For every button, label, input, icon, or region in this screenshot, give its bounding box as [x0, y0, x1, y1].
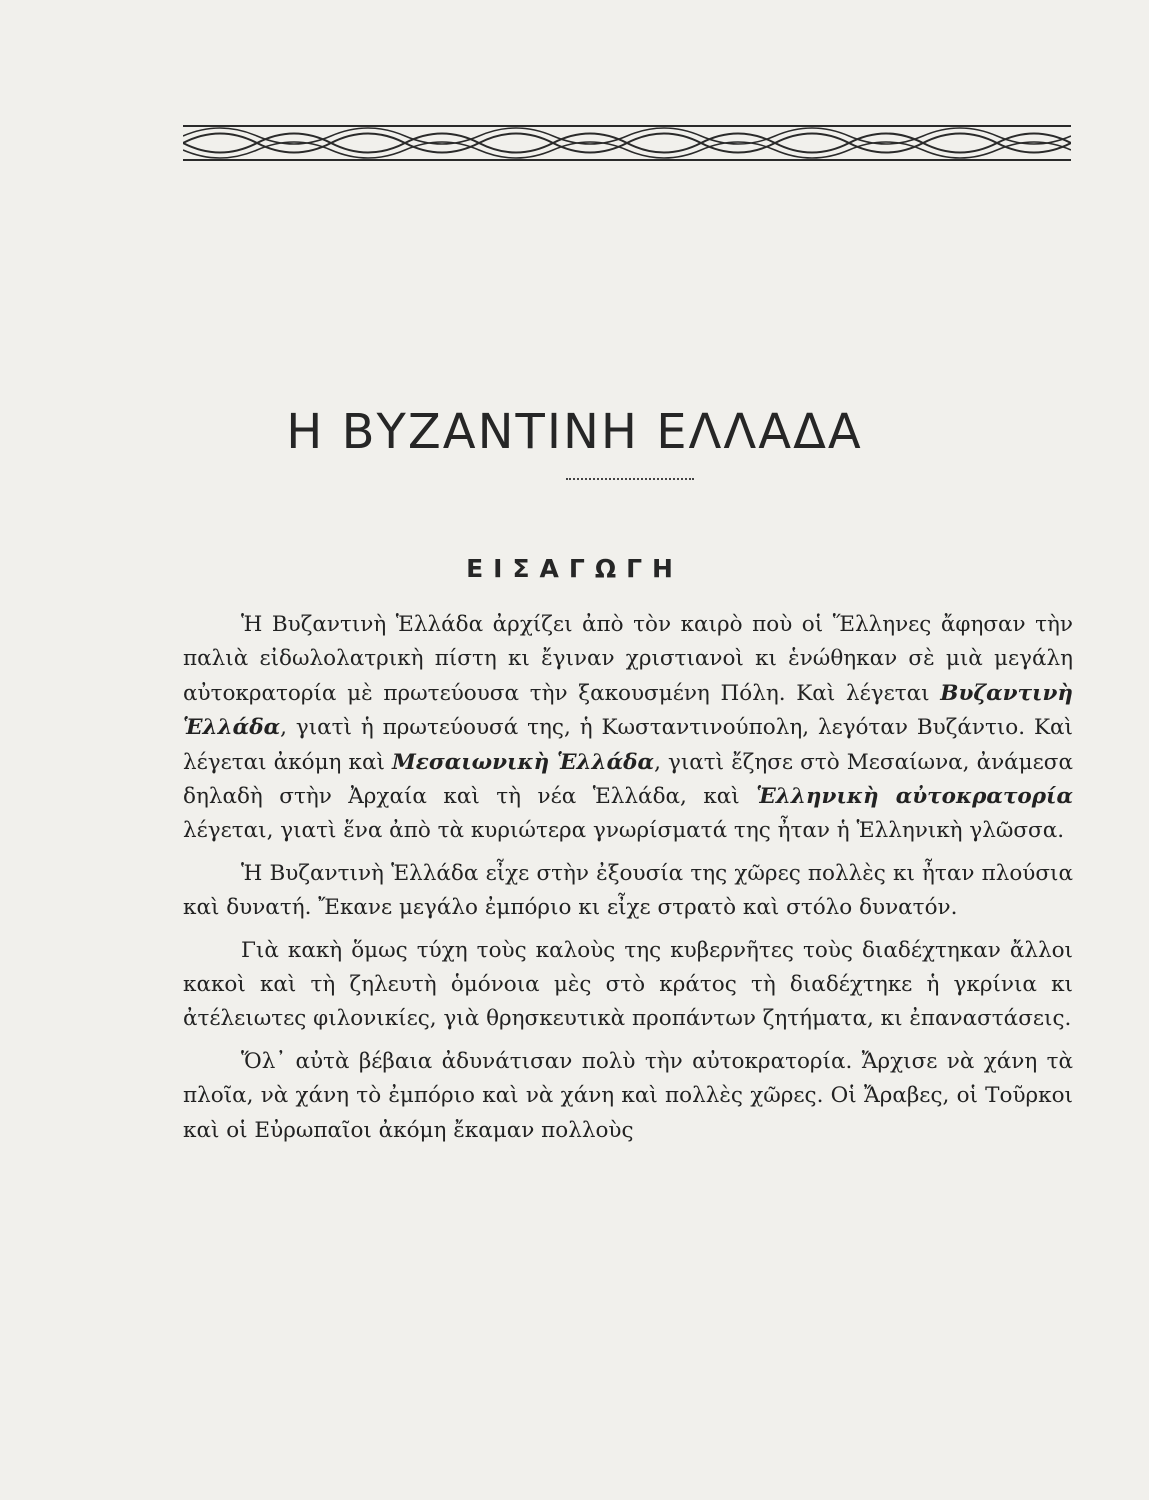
text-run: Ἡ Βυζαντινὴ Ἑλλάδα ἀρχίζει ἀπὸ τὸν καιρὸ ποὺ οἱ Ἕλληνες ἄφησαν τὴν παλιὰ εἰδωλολατρικὴ πίστη κι ἔγιναν χριστιανοὶ κι ἑνώθηκαν σὲ μιὰ μεγάλη αὐτοκρατορία μὲ πρωτεύουσα τὴν ξακουσμένη Πόλη. Καὶ λέγεται: [183, 612, 1073, 706]
paragraph: Ὅλ᾽ αὐτὰ βέβαια ἀδυνάτισαν πολὺ τὴν αὐτοκρατορία. Ἄρχισε νὰ χάνη τὰ πλοῖα, νὰ χάνη τὸ ἐμπόριο καὶ νὰ χάνη καὶ πολλὲς χῶρες. Οἱ Ἄραβες, οἱ Τοῦρκοι καὶ οἱ Εὐρωπαῖοι ἀκόμη ἔκαμαν πολλοὺς: [183, 1048, 1073, 1143]
text-run: , γιατὶ ἔζησε στὸ Μεσαίωνα, ἀνάμεσα δηλαδὴ στὴν Ἀρχαία καὶ τὴ νέα Ἑλλάδα, καὶ: [183, 749, 1073, 810]
chapter-heading: ΕΙΣΑΓΩΓΗ: [466, 553, 683, 583]
page-title: Η ΒΥΖΑΝΤΙΝΗ ΕΛΛΑΔΑ: [286, 404, 863, 461]
paragraph: Γιὰ κακὴ ὅμως τύχη τοὺς καλοὺς της κυβερνῆτες τοὺς διαδέχτηκαν ἄλλοι κακοὶ καὶ τὴ ζηλευτὴ ὁμόνοια μὲς στὸ κράτος τὴ διαδέχτηκε ἡ γκρίνια κι ἀτέλειωτες φιλονικίες, γιὰ θρησκευτικὰ προπάντων ζητήματα, κι ἐπαναστάσεις.: [183, 937, 1073, 1032]
bold-term: Βυζαντινὴ Ἑλλάδα: [183, 680, 1073, 741]
text-run: λέγεται, γιατὶ ἕνα ἀπὸ τὰ κυριώτερα γνωρίσματά της ἦταν ἡ Ἑλληνικὴ γλῶσσα.: [183, 818, 1065, 844]
text-run: , γιατὶ ἡ πρωτεύουσά της, ἡ Κωσταντινούπολη, λεγόταν Βυζάντιο. Καὶ λέγεται ἀκόμη καὶ: [183, 715, 1073, 775]
bold-term: Ἑλληνικὴ αὐτοκρατορία: [756, 784, 1073, 810]
paragraph: [183, 608, 1073, 849]
bold-term: Μεσαιωνικὴ Ἑλλάδα: [392, 749, 655, 775]
body-text: [183, 608, 1073, 1156]
paragraph: Ἡ Βυζαντινὴ Ἑλλάδα εἶχε στὴν ἐξουσία της χῶρες πολλὲς κι ἦταν πλούσια καὶ δυνατή. Ἔκανε μεγάλο ἐμπόριο κι εἶχε στρατὸ καὶ στόλο δυνατόν.: [183, 860, 1073, 921]
decorative-border-ornament: [183, 122, 1071, 164]
title-divider: [566, 478, 694, 480]
